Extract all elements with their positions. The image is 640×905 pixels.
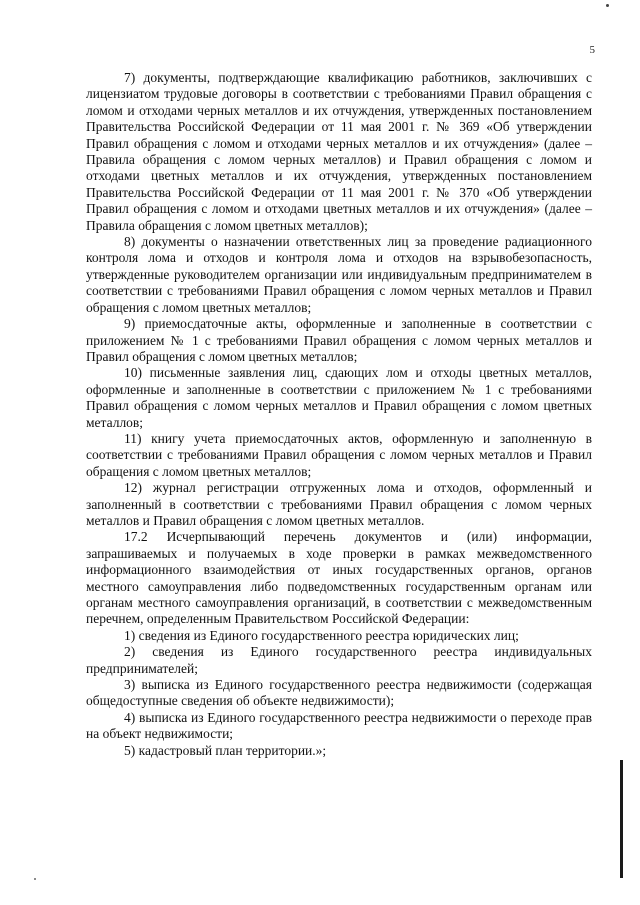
paragraph-item-7: 7) документы, подтверждающие квалификацию работников, заключивших с лицензиатом трудовые договоры в соответствии с требованиями Правил обращения с ломом и отходами черных металлов и их отчуждения, утвержденных постановлением Правительства Российской Федерации от 11 мая 2001 г. № 369 «Об утверждении Правил обращения с ломом и отходами черных металлов и их отчуждения» (далее – Правила обращения с ломом черных металлов) и Правил обращения с ломом и отходами цветных металлов и их отчуждения, утвержденных постановлением Правительства Российской Федерации от 11 мая 2001 г. № 370 «Об утверждении Правил обращения с ломом и отходами цветных металлов и их отчуждения» (далее – Правила обращения с ломом цветных металлов); (86, 70, 592, 233)
scan-speck (34, 878, 36, 880)
paragraph-item-8: 8) документы о назначении ответственных лиц за проведение радиационного контроля лома и отходов и контроля лома и отходов на взрывобезопасность, утвержденные руководителем организации или индивидуальным предпринимателем в соответствии с требованиями Правил обращения с ломом черных металлов и Правил обращения с ломом цветных металлов; (86, 234, 592, 315)
paragraph-item-11: 11) книгу учета приемосдаточных актов, оформленную и заполненную в соответствии с требованиями Правил обращения с ломом черных металлов и Правил обращения с ломом цветных металлов; (86, 430, 592, 479)
paragraph-list-item-4: 4) выписка из Единого государственного реестра недвижимости о переходе прав на объект недвижимости; (86, 709, 592, 742)
paragraph-list-item-1: 1) сведения из Единого государственного реестра юридических лиц; (124, 627, 519, 643)
paragraph-list-item-5: 5) кадастровый план территории.»; (124, 742, 327, 758)
scan-speck (606, 4, 609, 7)
margin-vertical-line (620, 760, 623, 878)
paragraph-item-9: 9) приемосдаточные акты, оформленные и заполненные в соответствии с приложением № 1 с требованиями Правил обращения с ломом черных металлов и Правил обращения с ломом цветных металлов; (86, 316, 592, 364)
page-number: 5 (589, 44, 595, 56)
paragraph-section-17-2: 17.2 Исчерпывающий перечень документов и (или) информации, запрашиваемых и получаемых в ходе проверки в рамках межведомственного информационного взаимодействия от иных государственных органов, органов местного самоуправления либо подведомственных государственным органам или органам местного самоуправления организаций, в соответствии с межведомственным перечнем, определенным Правительством Российской Федерации: (86, 529, 592, 627)
paragraph-item-12: 12) журнал регистрации отгруженных лома и отходов, оформленный и заполненный в соответствии с требованиями Правил обращения с ломом черных металлов и Правил обращения с ломом цветных металлов. (86, 480, 592, 528)
paragraph-item-10: 10) письменные заявления лиц, сдающих лом и отходы цветных металлов, оформленные и заполненные в соответствии с приложением № 1 с требованиями Правил обращения с ломом черных металлов и Правил обращения с ломом цветных металлов; (86, 365, 592, 430)
document-body (86, 70, 592, 759)
paragraph-list-item-2: 2) сведения из Единого государственного реестра индивидуальных предпринимателей; (86, 644, 592, 676)
paragraph-list-item-3: 3) выписка из Единого государственного реестра недвижимости (содержащая общедоступные сведения об объекте недвижимости); (86, 677, 592, 709)
